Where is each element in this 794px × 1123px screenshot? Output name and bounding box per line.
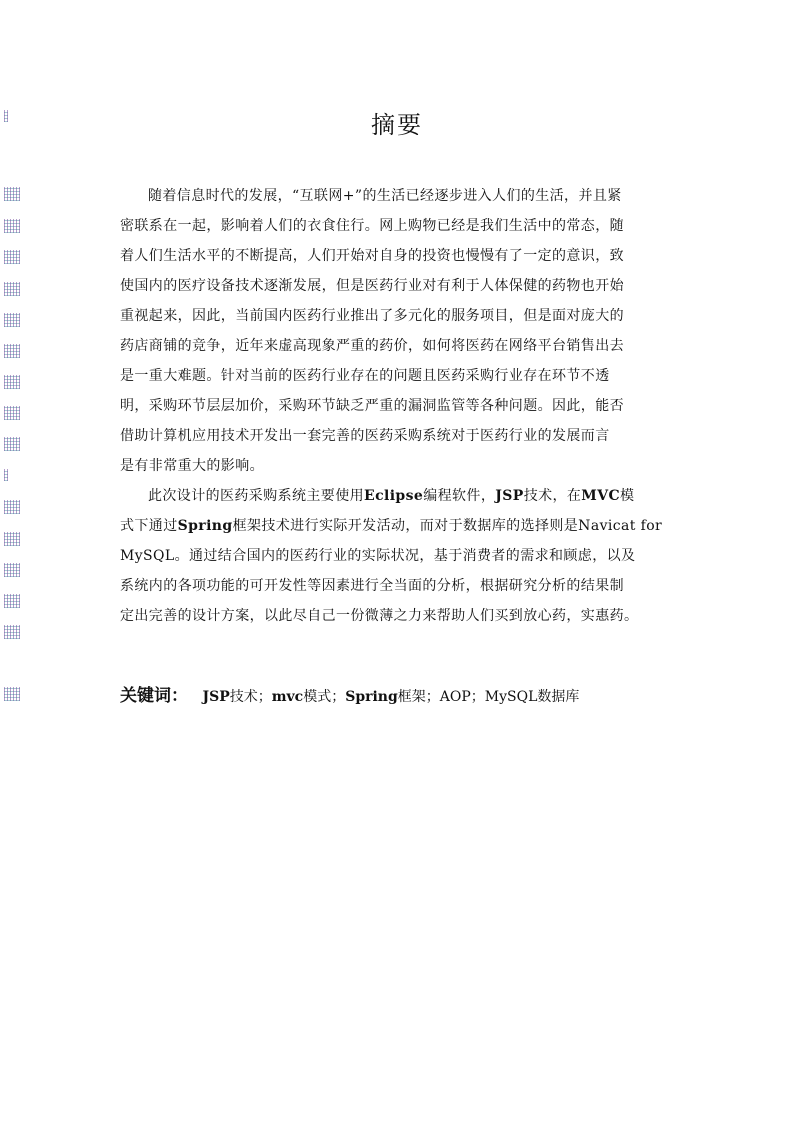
bold-term: Spring (177, 518, 233, 534)
keywords-line (120, 681, 579, 706)
paragraph-line: 定出完善的设计方案，以此尽自己一份微薄之力来帮助人们买到放心药，实惠药。 (120, 608, 639, 624)
paragraph-line: 药店商铺的竞争，近年来虚高现象严重的药价，如何将医药在网络平台销售出去 (120, 338, 624, 354)
paragraph-line: MySQL。通过结合国内的医药行业的实际状况，基于消费者的需求和顾虑，以及 (120, 548, 636, 564)
keyword: mvc (271, 689, 304, 705)
paragraph-line (120, 511, 676, 541)
keyword: 框架； (397, 689, 440, 705)
margin-mark (4, 344, 20, 358)
margin-mark (4, 219, 20, 233)
keyword: 模式； (303, 689, 346, 705)
text-span: 式下通过 (120, 518, 178, 534)
text-span: 框架技术进行实际开发活动，而对于数据库的选择则是Navicat for (232, 518, 663, 534)
margin-mark (4, 250, 20, 264)
paragraph-line: 是有非常重大的影响。 (120, 458, 264, 474)
margin-mark (4, 532, 20, 546)
abstract-body (120, 181, 676, 631)
margin-mark (4, 282, 20, 296)
paragraph-line: 是一重大难题。针对当前的医药行业存在的问题且医药采购行业存在环节不透 (120, 368, 610, 384)
paragraph-line: 明，采购环节层层加价，采购环节缺乏严重的漏洞监管等各种问题。因此，能否 (120, 398, 624, 414)
text-span: 模 (620, 488, 635, 504)
paragraph-line: 着人们生活水平的不断提高，人们开始对自身的投资也慢慢有了一定的意识，致 (120, 248, 624, 264)
keywords-list (198, 689, 579, 705)
margin-mark (4, 625, 20, 639)
keyword: 技术； (229, 689, 272, 705)
page-title: 摘要 (371, 111, 423, 139)
margin-mark (4, 437, 20, 451)
margin-artifacts (4, 0, 22, 1123)
margin-mark (4, 687, 20, 701)
margin-mark (4, 187, 20, 201)
bold-term: JSP (495, 488, 524, 504)
margin-mark (4, 375, 20, 389)
margin-mark (4, 500, 20, 514)
paragraph-line: 借助计算机应用技术开发出一套完善的医药采购系统对于医药行业的发展而言 (120, 428, 610, 444)
margin-mark (4, 563, 20, 577)
margin-mark (4, 313, 20, 327)
keyword: MySQL数据库 (484, 689, 580, 705)
paragraph-line (120, 481, 676, 511)
paragraph-line: 密联系在一起，影响着人们的衣食住行。网上购物已经是我们生活中的常态，随 (120, 218, 624, 234)
keyword: Spring (345, 689, 398, 705)
margin-mark (4, 594, 20, 608)
text-span: 编程软件， (423, 488, 496, 504)
bold-term: MVC (581, 488, 620, 504)
paragraph-line: 使国内的医疗设备技术逐渐发展，但是医药行业对有利于人体保健的药物也开始 (120, 278, 624, 294)
keywords-label: 关键词： (120, 686, 188, 706)
text-span: 此次设计的医药采购系统主要使用 (148, 488, 364, 504)
bold-term: Eclipse (364, 488, 424, 504)
margin-mark (4, 469, 8, 481)
paragraph-line: 随着信息时代的发展，“互联网+”的生活已经逐步进入人们的生活，并且紧 (148, 188, 622, 204)
paragraph-line: 系统内的各项功能的可开发性等因素进行全当面的分析，根据研究分析的结果制 (120, 578, 624, 594)
paragraph-line: 重视起来，因此，当前国内医药行业推出了多元化的服务项目，但是面对庞大的 (120, 308, 624, 324)
keyword: AOP； (439, 689, 485, 705)
text-span: 技术，在 (523, 488, 582, 504)
keyword: JSP (202, 689, 230, 705)
margin-mark (4, 406, 20, 420)
